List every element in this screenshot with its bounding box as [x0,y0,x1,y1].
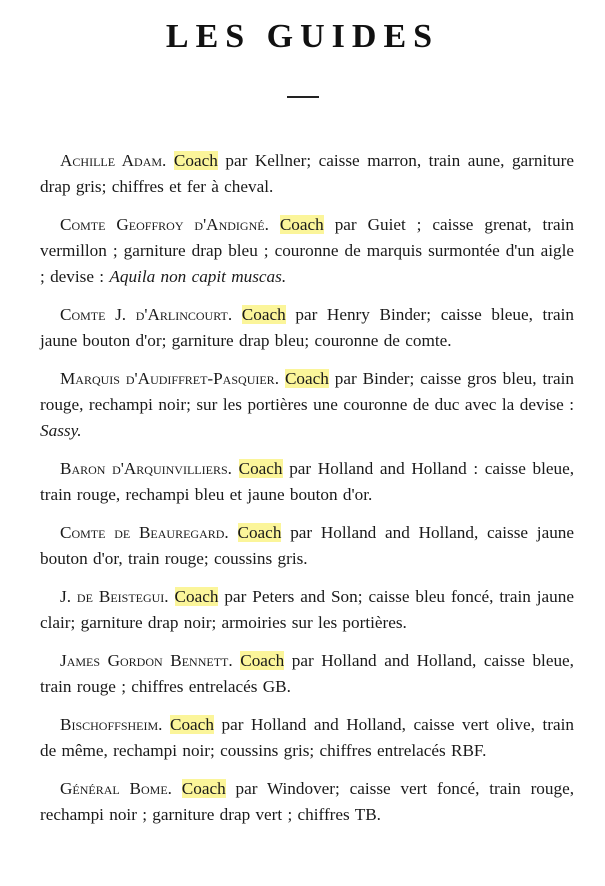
entry-name: Baron d'Arquinvilliers. [60,459,232,478]
page-title: LES GUIDES [165,18,440,55]
entry-text: par Binder; caisse gros bleu, train rouge, rechampi noir; sur les portières une couronne de duc avec la devise : [40,369,574,414]
entry-list [40,148,574,840]
entry-arquinvilliers [40,456,574,508]
highlight-coach: Coach [284,369,329,388]
entry-text: par Holland and Holland, caisse bleue, train rouge ; chiffres entrelacés GB. [40,651,574,696]
entry-achille-adam [40,148,574,200]
entry-text: par Windover; caisse vert foncé, train rouge, rechampi noir ; garniture drap vert ; chiffres TB. [40,779,574,824]
entry-name: Marquis d'Audiffret-Pasquier. [60,369,279,388]
entry-text: par Holland and Holland : caisse bleue, train rouge, rechampi bleu et jaune bouton d'or. [40,459,575,504]
entry-text: par Holland and Holland, caisse vert olive, train de même, rechampi noir; coussins gris; chiffres entrelacés RBF. [40,715,574,760]
highlight-coach: Coach [170,715,214,734]
entry-andigne [40,212,574,290]
entry-name: Général Bome. [60,779,172,798]
entry-text: par Holland and Holland, caisse jaune bouton d'or, train rouge; coussins gris. [40,523,575,568]
entry-beauregard [40,520,574,572]
entry-name: Comte J. d'Arlincourt. [60,305,233,324]
entry-name: James Gordon Bennett. [60,651,233,670]
highlight-coach: Coach [241,305,286,324]
highlight-coach: Coach [237,523,282,542]
entry-arlincourt [40,302,574,354]
entry-text: par Guiet ; caisse grenat, train vermillon ; garniture drap bleu ; couronne de marquis surmontée d'un aigle ; devise : [40,215,575,286]
highlight-coach: Coach [279,215,324,234]
highlight-coach: Coach [174,587,219,606]
entry-bome [40,776,574,828]
entry-bischoffsheim [40,712,574,764]
entry-name: Achille Adam. [60,151,167,170]
entry-name: Comte de Beauregard. [60,523,229,542]
highlight-coach: Coach [238,459,283,478]
title-divider [287,96,319,98]
highlight-coach: Coach [173,151,218,170]
entry-text: par Henry Binder; caisse bleue, train jaune bouton d'or; garniture drap bleu; couronne de comte. [40,305,575,350]
entry-text: par Kellner; caisse marron, train aune, garniture drap gris; chiffres et fer à cheval. [40,151,574,196]
entry-text: par Peters and Son; caisse bleu foncé, train jaune clair; garniture drap noir; armoiries sur les portières. [40,587,574,632]
entry-motto: Aquila non capit muscas. [109,267,287,286]
entry-name: Comte Geoffroy d'Andigné. [60,215,269,234]
entry-motto: Sassy. [40,421,82,440]
entry-name: Bischoffsheim. [60,715,163,734]
entry-beistegui [40,584,574,636]
entry-bennett [40,648,574,700]
highlight-coach: Coach [240,651,285,670]
entry-name: J. de Beistegui. [60,587,169,606]
highlight-coach: Coach [181,779,226,798]
entry-audiffret-pasquier [40,366,574,444]
